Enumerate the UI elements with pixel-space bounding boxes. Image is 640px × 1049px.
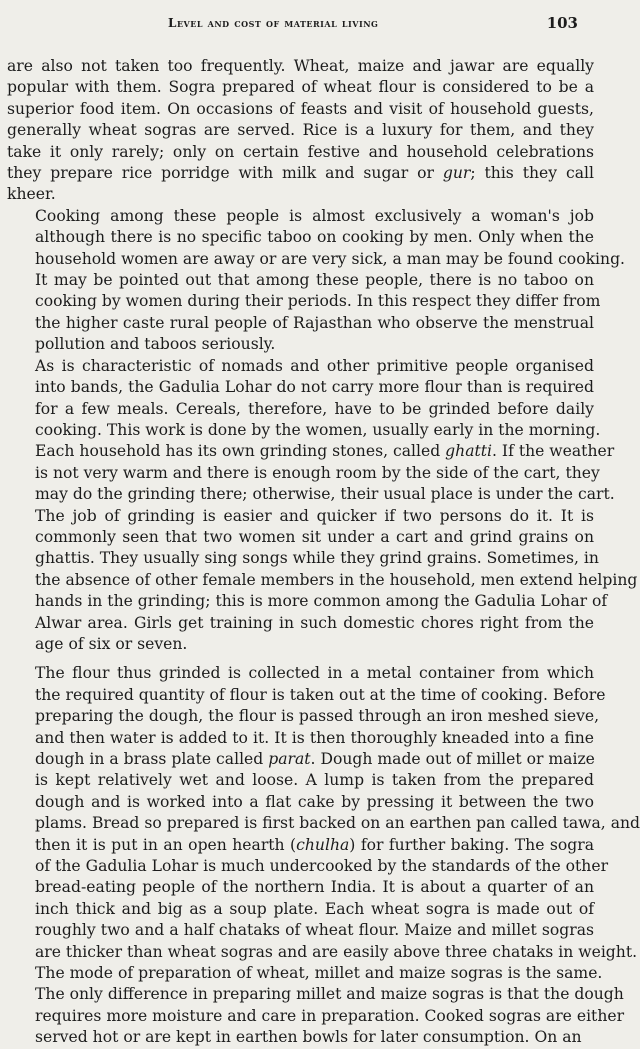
text-line: is kept relatively wet and loose. A lump is taken from the prepared (35, 771, 594, 790)
text-line: pollution and taboos seriously. (35, 335, 276, 354)
text-line: dough in a brass plate called parat. Dough made out of millet or maize (35, 750, 595, 768)
text-line: roughly two and a half chataks of wheat flour. Maize and millet sogras (35, 921, 594, 940)
text-line: bread-eating people of the northern India. It is about a quarter of an (35, 878, 594, 897)
text-line: As is characteristic of nomads and other primitive people organised (35, 356, 594, 375)
text-line: then it is put in an open hearth (chulha) for further baking. The sogra (35, 835, 594, 854)
text-line: hands in the grinding; this is more common among the Gadulia Lohar of (35, 592, 608, 611)
paragraph (7, 56, 594, 206)
running-head: Level and cost of material living (168, 16, 379, 30)
text-line: the higher caste rural people of Rajasthan who observe the menstrual (35, 313, 594, 332)
text-line: of the Gadulia Lohar is much undercooked by the standards of the other (35, 857, 609, 876)
text-line: commonly seen that two women sit under a cart and grind grains on (35, 527, 594, 546)
text-line: Alwar area. Girls get training in such domestic chores right from the (35, 613, 594, 632)
text-line: preparing the dough, the flour is passed through an iron meshed sieve, (35, 707, 600, 726)
text-line: may do the grinding there; otherwise, their usual place is under the cart. (35, 485, 615, 504)
text-line: are also not taken too frequently. Wheat, maize and jawar are equally (7, 57, 594, 75)
page-number: 103 (546, 14, 578, 32)
text-line: dough and is worked into a flat cake by pressing it between the two (35, 792, 594, 811)
text-line: they prepare rice porridge with milk and sugar or gur; this they call (7, 164, 594, 183)
text-line: cooking. This work is done by the women, usually early in the morning. (35, 420, 601, 439)
paragraph (7, 356, 638, 656)
text-line: are thicker than wheat sogras and are easily above three chataks in weight. (35, 942, 638, 961)
text-line: served hot or are kept in earthen bowls for later consumption. On an (35, 1028, 582, 1047)
text-line: requires more moisture and care in preparation. Cooked sogras are either (35, 1006, 625, 1025)
text-line: Cooking among these people is almost exclusively a woman's job (35, 206, 594, 225)
text-line: ghattis. They usually sing songs while they grind grains. Sometimes, in (35, 549, 599, 568)
paragraph (7, 663, 640, 1048)
text-line: popular with them. Sogra prepared of wheat flour is considered to be a (7, 78, 594, 97)
text-line: age of six or seven. (35, 634, 188, 653)
text-line: The only difference in preparing millet and maize sogras is that the dough (35, 985, 624, 1004)
text-line: the absence of other female members in the household, men extend helping (35, 570, 638, 589)
text-line: Each household has its own grinding stones, called ghatti. If the weather (35, 442, 615, 461)
text-line: household women are away or are very sick, a man may be found cooking. (35, 249, 626, 268)
paragraph (7, 206, 626, 356)
text-line: take it only rarely; only on certain festive and household celebrations (7, 142, 594, 161)
body-text (7, 56, 640, 1049)
text-line: The job of grinding is easier and quicker if two persons do it. It is (35, 506, 594, 525)
text-line: kheer. (7, 185, 56, 204)
text-line: and then water is added to it. It is then thoroughly kneaded into a fine (35, 728, 594, 747)
text-line: plams. Bread so prepared is first backed on an earthen pan called tawa, and (35, 814, 640, 833)
text-line: The flour thus grinded is collected in a metal container from which (35, 664, 594, 683)
text-line: although there is no specific taboo on cooking by men. Only when the (35, 228, 594, 247)
text-line: cooking by women during their periods. In this respect they differ from (35, 292, 601, 311)
text-line: the required quantity of flour is taken out at the time of cooking. Before (35, 685, 606, 704)
text-line: inch thick and big as a soup plate. Each wheat sogra is made out of (35, 899, 594, 918)
text-line: superior food item. On occasions of feasts and visit of household guests, (7, 99, 594, 118)
text-line: The mode of preparation of wheat, millet and maize sogras is the same. (35, 964, 603, 983)
text-line: into bands, the Gadulia Lohar do not carry more flour than is required (35, 378, 594, 397)
text-line: It may be pointed out that among these people, there is no taboo on (35, 271, 594, 290)
text-line: generally wheat sogras are served. Rice is a luxury for them, and they (7, 121, 594, 140)
text-line: for a few meals. Cereals, therefore, have to be grinded before daily (35, 399, 594, 418)
text-line: is not very warm and there is enough room by the side of the cart, they (35, 463, 600, 482)
